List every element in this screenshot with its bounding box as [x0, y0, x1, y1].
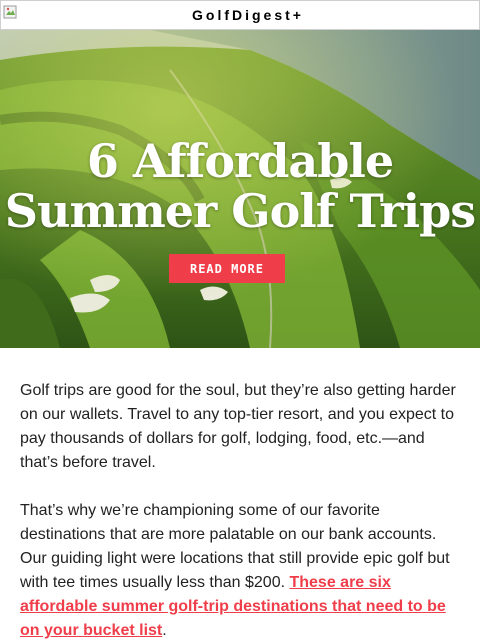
- destinations-link[interactable]: These are six affordable summer golf-trip destinations that need to be on your bucket list: [20, 574, 446, 639]
- hero-title-line-2: Summer Golf Trips: [4, 184, 476, 238]
- hero-banner[interactable]: [0, 30, 480, 348]
- paragraph-destinations-end: .: [162, 622, 167, 639]
- article-body: [0, 348, 480, 643]
- logo[interactable]: GolfDigest+: [192, 7, 304, 23]
- hero-title-line-1: 6 Affordable: [86, 134, 394, 188]
- paragraph-intro: Golf trips are good for the soul, but they’re also getting harder on our wallets. Travel to any top-tier resort, and you expect to pay thousands of dollars for golf, lodging, food, etc.—and that’s before travel.: [20, 382, 456, 471]
- paragraph-destinations-text: That’s why we’re championing some of our favorite destinations that are more palatable on our bank accounts. Our guiding light were locations that still provide epic golf but with tee times usually less than $200.: [20, 502, 450, 591]
- broken-image-icon: [3, 4, 19, 20]
- masthead: [0, 0, 480, 30]
- read-more-button[interactable]: READ MORE: [169, 254, 285, 283]
- paragraph-destinations: [20, 499, 460, 643]
- hero-title: [0, 136, 480, 236]
